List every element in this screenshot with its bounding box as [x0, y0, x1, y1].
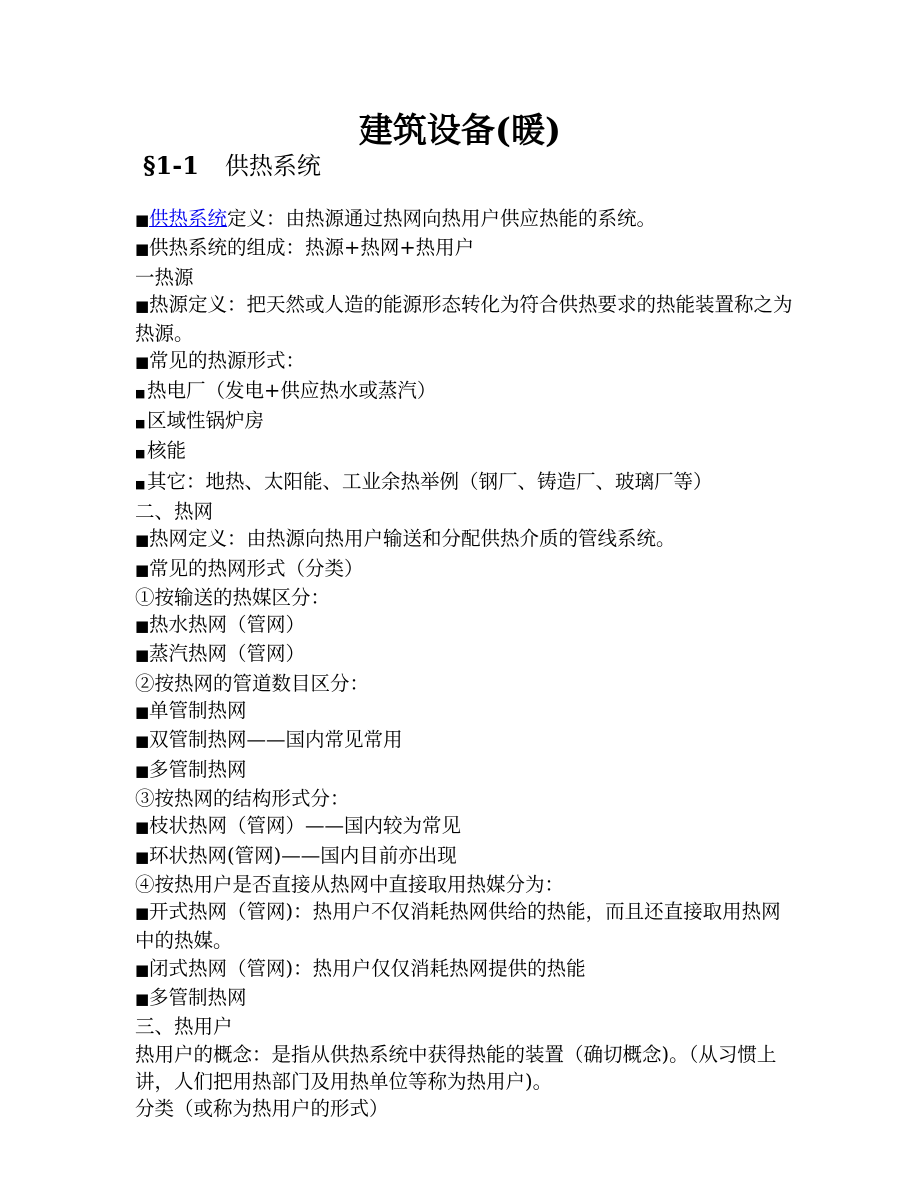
- square-bullet-icon: ■: [135, 646, 150, 665]
- square-bullet-icon: ■: [135, 703, 150, 722]
- list-item: ■双管制热网——国内常见常用: [135, 726, 795, 755]
- square-bullet-icon: ■: [135, 818, 150, 837]
- list-item: ■多管制热网: [135, 756, 795, 785]
- paragraph-heat-user-classification: 分类（或称为热用户的形式）: [135, 1097, 389, 1121]
- heading-heat-source: 一热源: [135, 265, 194, 289]
- heading-heat-network: 二、热网: [135, 499, 214, 523]
- square-bullet-icon: ■: [135, 761, 150, 780]
- list-item: ■热水热网（管网）: [135, 611, 795, 640]
- small-square-bullet-icon: ■: [135, 386, 146, 400]
- document-body: [135, 205, 795, 1123]
- paragraph-composition: ■供热系统的组成：热源+热网+热用户: [135, 234, 795, 263]
- paragraph-heat-source-definition: ■热源定义：把天然或人造的能源形态转化为符合供热要求的热能装置称之为热源。: [135, 292, 793, 346]
- list-item: ■热电厂（发电+供应热水或蒸汽）: [135, 377, 795, 407]
- list-item: ■多管制热网: [135, 984, 795, 1013]
- list-item: ■核能: [135, 437, 795, 467]
- section-title: 供热系统: [224, 152, 321, 180]
- small-square-bullet-icon: ■: [135, 447, 146, 461]
- paragraph-heat-user-concept: 热用户的概念：是指从供热系统中获得热能的装置（确切概念)。（从习惯上讲，人们把用热部门及用热单位等称为热用户)。: [135, 1042, 777, 1093]
- document-title: 建筑设备(暖): [358, 111, 562, 151]
- square-bullet-icon: ■: [135, 531, 150, 550]
- list-item: ■开式热网（管网)：热用户不仅消耗热网供给的热能，而且还直接取用热网中的热媒。: [135, 900, 781, 953]
- section-heading: [143, 146, 321, 186]
- subheading-by-direct-use: ④按热用户是否直接从热网中直接取用热媒分为：: [135, 872, 565, 896]
- square-bullet-icon: ■: [135, 904, 150, 923]
- square-bullet-icon: ■: [135, 240, 150, 259]
- list-item: ■单管制热网: [135, 697, 795, 726]
- subheading-by-medium: ①按输送的热媒区分：: [135, 585, 331, 609]
- list-item: ■区域性锅炉房: [135, 407, 795, 437]
- list-item: ■其它：地热、太阳能、工业余热举例（钢厂、铸造厂、玻璃厂等）: [135, 468, 795, 498]
- paragraph-definition: ■供热系统定义：由热源通过热网向热用户供应热能的系统。: [135, 205, 795, 234]
- subheading-by-structure: ③按热网的结构形式分：: [135, 786, 350, 810]
- square-bullet-icon: ■: [135, 560, 150, 579]
- square-bullet-icon: ■: [135, 960, 150, 979]
- paragraph-heat-network-forms: ■常见的热网形式（分类）: [135, 555, 795, 584]
- list-item: ■枝状热网（管网）——国内较为常见: [135, 812, 795, 841]
- square-bullet-icon: ■: [135, 211, 150, 229]
- small-square-bullet-icon: ■: [135, 477, 146, 491]
- square-bullet-icon: ■: [135, 732, 150, 751]
- heading-heat-user: 三、热用户: [135, 1015, 233, 1039]
- square-bullet-icon: ■: [135, 617, 150, 636]
- square-bullet-icon: ■: [135, 296, 150, 315]
- small-square-bullet-icon: ■: [135, 417, 146, 431]
- square-bullet-icon: ■: [135, 990, 150, 1009]
- paragraph-heat-network-definition: ■热网定义：由热源向热用户输送和分配供热介质的管线系统。: [135, 525, 795, 554]
- list-item: ■闭式热网（管网)：热用户仅仅消耗热网提供的热能: [135, 955, 795, 984]
- square-bullet-icon: ■: [135, 847, 150, 866]
- list-item: ■蒸汽热网（管网）: [135, 640, 795, 669]
- section-number: §1-1: [143, 151, 199, 180]
- paragraph-heat-source-forms: ■常见的热源形式：: [135, 347, 795, 376]
- subheading-by-pipe-count: ②按热网的管道数目区分：: [135, 671, 370, 695]
- list-item: ■环状热网(管网)——国内目前亦出现: [135, 842, 795, 871]
- square-bullet-icon: ■: [135, 353, 150, 372]
- heating-system-link[interactable]: 供热系统: [149, 207, 228, 230]
